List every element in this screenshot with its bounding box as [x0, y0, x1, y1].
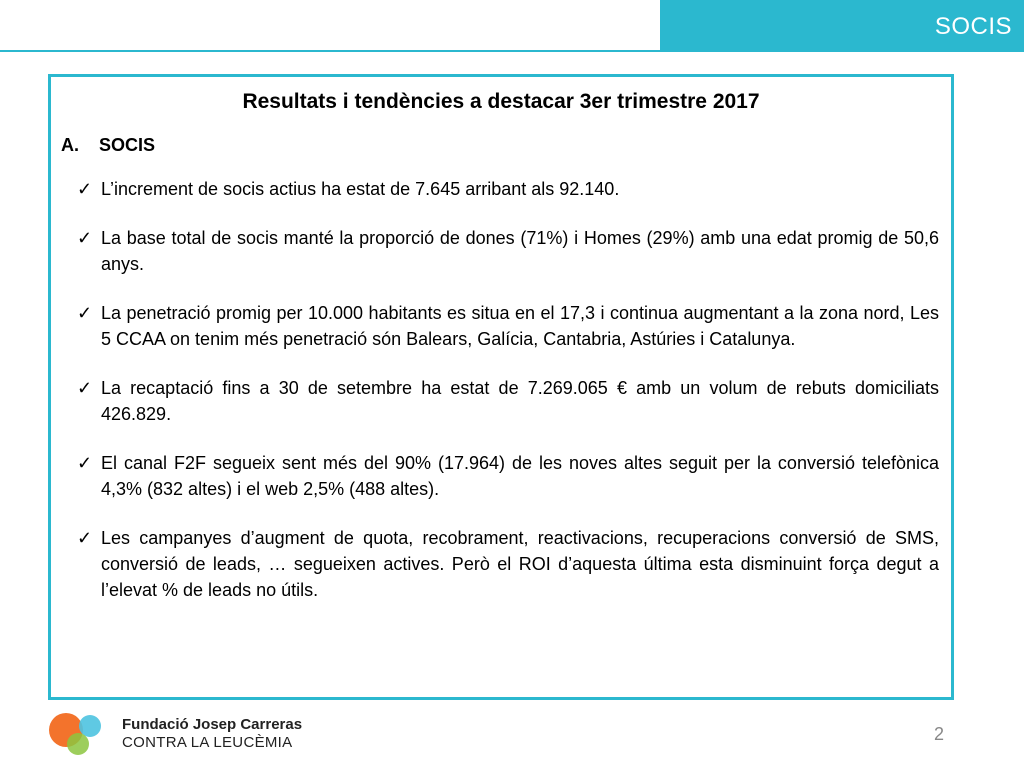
checkmark-icon: ✓ — [77, 453, 93, 473]
bullet-text: La recaptació fins a 30 de setembre ha estat de 7.269.065 € amb un volum de rebuts domiciliats 426.829. — [101, 378, 939, 424]
page-number: 2 — [933, 724, 944, 744]
checkmark-icon: ✓ — [77, 378, 93, 398]
list-item — [61, 525, 941, 603]
logo-circles-icon — [48, 708, 108, 758]
bullet-text: La penetració promig per 10.000 habitants es situa en el 17,3 i continua augmentant a la zona nord, Les 5 CCAA on tenim més penetració són Balears, Galícia, Cantabria, Astúries i Catalunya. — [101, 303, 939, 349]
header-bar — [660, 0, 1024, 52]
bullet-text: La base total de socis manté la proporció de dones (71%) i Homes (29%) amb una edat promig de 50,6 anys. — [101, 228, 939, 274]
list-item — [61, 375, 941, 427]
checkmark-icon: ✓ — [77, 528, 93, 548]
list-item — [61, 450, 941, 502]
checkmark-icon: ✓ — [77, 228, 93, 248]
bullet-text: El canal F2F segueix sent més del 90% (17.964) de les noves altes seguit per la conversió telefònica 4,3% (832 altes) i el web 2,5% (488 altes). — [101, 453, 939, 499]
checkmark-icon: ✓ — [77, 303, 93, 323]
logo-name: Fundació Josep Carreras — [122, 716, 303, 733]
page-title: Resultats i tendències a destacar 3er trimestre 2017 — [242, 90, 760, 113]
section-letter: A. — [61, 135, 79, 155]
section-title: SOCIS — [99, 135, 156, 155]
logo-tagline: CONTRA LA LEUCÈMIA — [122, 734, 293, 751]
content-box — [48, 74, 954, 700]
bullet-text: L’increment de socis actius ha estat de 7.645 arribant als 92.140. — [101, 179, 620, 199]
foundation-logo — [48, 706, 368, 762]
logo-text — [122, 716, 302, 752]
header-label: SOCIS — [934, 13, 1012, 40]
checkmark-icon: ✓ — [77, 179, 93, 199]
list-item — [61, 176, 941, 202]
list-item — [61, 225, 941, 277]
section-heading — [61, 135, 941, 156]
bullet-text: Les campanyes d’augment de quota, recobrament, reactivacions, recuperacions conversió de SMS, conversió de leads, … segueixen actives. Però el ROI d’aquesta última esta disminuint força degut a l’elevat % de leads no útils. — [101, 528, 939, 600]
bullet-list — [61, 176, 941, 603]
header-rule — [0, 50, 660, 52]
list-item — [61, 300, 941, 352]
